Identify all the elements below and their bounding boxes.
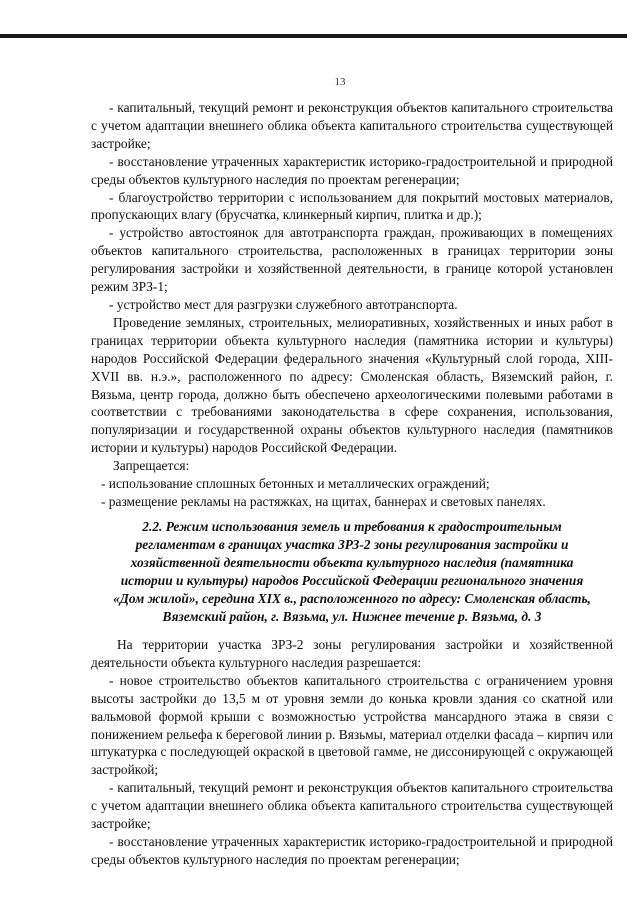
paragraph: На территории участка ЗРЗ-2 зоны регулирования застройки и хозяйственной деятельности объекта культурного наследия разрешается: xyxy=(91,637,613,670)
heading-line: регламентам в границах участка ЗРЗ-2 зоны регулирования застройки и xyxy=(135,536,569,552)
heading-line: 2.2. Режим использования земель и требования к градостроительным xyxy=(142,519,562,534)
paragraph: - размещение рекламы на растяжках, на щитах, баннерах и световых панелях. xyxy=(101,493,546,509)
heading-line: Вяземский район, г. Вязьма, ул. Нижнее течение р. Вязьма, д. 3 xyxy=(162,608,542,624)
bottom-text-block xyxy=(91,636,613,869)
paragraph: Запрещается: xyxy=(113,458,190,474)
heading-line: «Дом жилой», середина XIX в., расположенного по адресу: Смоленская область, xyxy=(113,590,591,606)
paragraph: - капитальный, текущий ремонт и реконструкция объектов капитального строительства с учетом адаптации внешнего облика объекта капитального строительства существующей застройке; xyxy=(91,780,613,832)
paragraph: - благоустройство территории с использованием для покрытий мостовых материалов, пропускающих влагу (брусчатка, клинкерный кирпич, плитка и др.); xyxy=(91,189,613,223)
paragraph: - использование сплошных бетонных и металлических ограждений; xyxy=(101,476,490,492)
heading-line: истории и культуры) народов Российской Федерации регионального значения xyxy=(120,572,584,588)
top-scan-border xyxy=(0,34,627,38)
paragraph: - устройство мест для разгрузки служебного автотранспорта. xyxy=(109,296,458,312)
page-number: 13 xyxy=(334,76,346,88)
paragraph: Проведение земляных, строительных, мелиоративных, хозяйственных и иных работ в границах территории объекта культурного наследия (памятника истории и культуры) народов Российской Федерации федерального значения «Культурный слой города, XIII-XVII вв. н.э.», расположенного по адресу: Смоленская область, Вяземский район, г. Вязьма, центр города, должно быть обеспечено археологическими полевыми работами в соответствии с требованиями законодательства в сфере сохранения, использования, популяризации и государственной охраны объектов культурного наследия (памятников истории и культуры) народов Российской Федерации. xyxy=(91,314,613,456)
paragraph: - устройство автостоянок для автотранспорта граждан, проживающих в помещениях объектов капитального строительства, расположенных в границах территории зоны регулирования застройки и хозяйственной деятельности, в границе которой установлен режим ЗРЗ-1; xyxy=(91,225,613,295)
paragraph: - восстановление утраченных характеристик историко-градостроительной и природной среды объектов культурного наследия по проектам регенерации; xyxy=(91,153,613,187)
paragraph: - капитальный, текущий ремонт и реконструкция объектов капитального строительства с учетом адаптации внешнего облика объекта капитального строительства существующей застройке; xyxy=(91,100,613,151)
top-text-block xyxy=(91,99,613,511)
section-heading xyxy=(91,518,613,625)
paragraph: - новое строительство объектов капитального строительства с ограничением уровня высоты застройки до 13,5 м от уровня земли до конька кровли здания со скатной или вальмовой формой крыши с возможностью устройства мансардного этажа в связи с понижением рельефа к береговой линии р. Вязьмы, материал отделки фасада – кирпич или штукатурка с последующей окраской в цветовой гамме, не диссонирующей с окружающей застройкой; xyxy=(91,672,613,778)
heading-line: хозяйственной деятельности объекта культурного наследия (памятника xyxy=(130,554,574,570)
paragraph: - восстановление утраченных характеристик историко-градостроительной и природной среды объектов культурного наследия по проектам регенерации; xyxy=(91,833,613,867)
